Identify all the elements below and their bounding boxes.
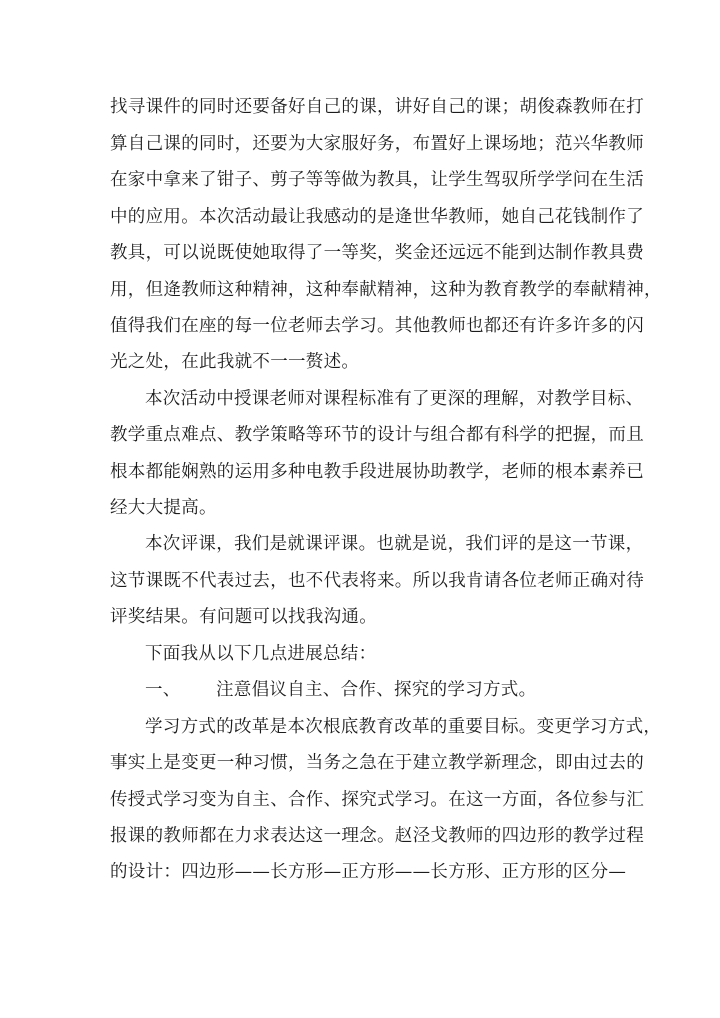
- text-line: 找寻课件的同时还要备好自己的课，讲好自己的课；胡俊森教师在打: [110, 97, 644, 117]
- text-line: 光之处，在此我就不一一赘述。: [110, 352, 360, 372]
- paragraph-first-line: 下面我从以下几点进展总结：: [145, 644, 377, 664]
- text-line: 根本都能娴熟的运用多种电教手段进展协助教学，老师的根本素养已: [110, 462, 644, 482]
- text-line: 值得我们在座的每一位老师去学习。其他教师也都还有许多许多的闪: [110, 316, 644, 336]
- paragraph-first-line: 本次活动中授课老师对课程标准有了更深的理解，对教学目标、: [145, 389, 644, 409]
- text-line: 教具，可以说既使她取得了一等奖，奖金还远远不能到达制作教具费: [110, 243, 644, 263]
- text-line: 用，但逄教师这种精神，这种奉献精神，这种为教育教学的奉献精神，: [110, 280, 662, 300]
- paragraph-first-line: 学习方式的改革是本次根底教育改革的重要目标。变更学习方式，: [145, 717, 662, 737]
- section-number: 一、: [145, 680, 181, 700]
- paragraph-first-line: 本次评课，我们是就课评课。也就是说，我们评的是这一节课，: [145, 534, 644, 554]
- text-line: 的设计：四边形——长方形—正方形——长方形、正方形的区分—: [110, 862, 627, 882]
- text-line: 在家中拿来了钳子、剪子等等做为教具，让学生驾驭所学学问在生活: [110, 170, 644, 190]
- section-heading: 注意倡议自主、合作、探究的学习方式。: [216, 680, 537, 700]
- text-line: 评奖结果。有问题可以找我沟通。: [110, 607, 377, 627]
- text-line: 传授式学习变为自主、合作、探究式学习。在这一方面，各位参与汇: [110, 790, 644, 810]
- text-line: 事实上是变更一种习惯，当务之急在于建立教学新理念，即由过去的: [110, 753, 644, 773]
- text-line: 教学重点难点、教学策略等环节的设计与组合都有科学的把握，而且: [110, 425, 644, 445]
- text-line: 这节课既不代表过去，也不代表将来。所以我肯请各位老师正确对待: [110, 571, 644, 591]
- text-line: 经大大提高。: [110, 498, 217, 518]
- text-line: 算自己课的同时，还要为大家服好务，布置好上课场地；范兴华教师: [110, 134, 644, 154]
- text-line: 报课的教师都在力求表达这一理念。赵泾戈教师的四边形的教学过程: [110, 826, 644, 846]
- text-line: 中的应用。本次活动最让我感动的是逄世华教师，她自己花钱制作了: [110, 207, 644, 227]
